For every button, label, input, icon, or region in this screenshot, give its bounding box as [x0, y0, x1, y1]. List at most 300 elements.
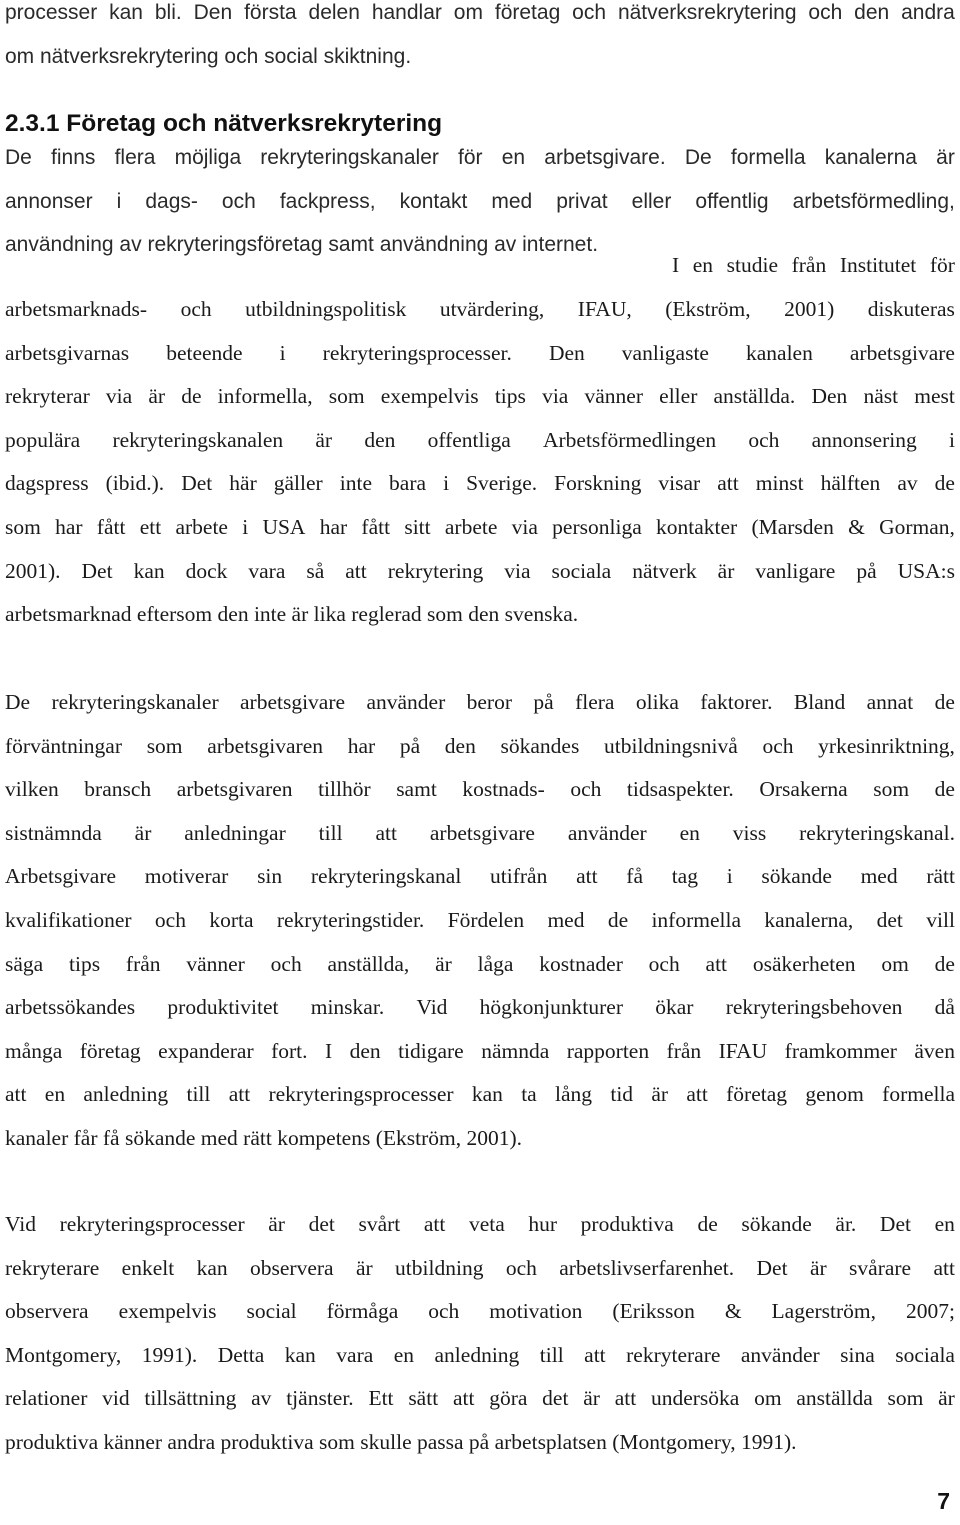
word: arbetsgivaren	[176, 777, 293, 802]
text-line: kanaler får få sökande med rätt kompetens (Ekström, 2001).	[5, 1125, 523, 1150]
word: rekryteringsbehoven	[725, 995, 903, 1020]
word: ökar	[655, 995, 694, 1020]
word: framkommer	[784, 1038, 897, 1063]
word: om	[881, 951, 909, 976]
word: anledningar	[184, 820, 286, 845]
word: arbetsmarknads-	[5, 297, 148, 321]
word: eller	[659, 384, 698, 409]
word: den	[349, 1038, 381, 1063]
word: fått	[361, 514, 391, 539]
word: högkonjunkturer	[479, 995, 623, 1020]
word: och	[428, 1299, 460, 1324]
word: delen	[308, 1, 360, 24]
word: det	[308, 1212, 335, 1236]
word: tips	[69, 951, 101, 976]
word: studie	[726, 253, 779, 277]
word: en	[934, 1212, 955, 1236]
word: USA	[262, 514, 306, 539]
word: exempelvis	[380, 384, 479, 409]
word: att	[423, 1212, 446, 1236]
word: den	[854, 1, 890, 24]
word: handlar	[371, 1, 442, 24]
word: tips	[494, 384, 526, 409]
text-line	[5, 768, 955, 812]
word: sitt	[404, 514, 431, 539]
word: Den	[811, 384, 848, 409]
word: rekryterare	[5, 1255, 100, 1280]
word: är	[809, 1255, 827, 1280]
word: rekryteringstider.	[276, 907, 425, 932]
word: av	[897, 471, 918, 496]
word: vanligare	[755, 558, 836, 583]
word: kan	[133, 558, 165, 583]
word: arbetsgivare	[240, 690, 346, 714]
word: undersöka	[650, 1386, 740, 1411]
word: I	[672, 253, 680, 277]
word: arbetslivserfarenhet.	[559, 1255, 735, 1280]
word: rekryteringskanal	[310, 864, 462, 889]
word: många	[5, 1038, 63, 1063]
word: att	[705, 951, 728, 976]
word: De	[5, 690, 31, 714]
word: rekryterare	[626, 1342, 721, 1367]
word: låga	[477, 951, 514, 976]
word: att	[5, 1082, 27, 1107]
word: som	[328, 384, 365, 409]
word: det	[542, 1386, 569, 1411]
word: via	[504, 558, 531, 583]
text-line	[5, 375, 955, 419]
word: är	[717, 558, 735, 583]
word: arbetsgivarnas	[5, 340, 130, 365]
word: gäller	[273, 471, 323, 496]
word: via	[542, 384, 569, 409]
text-line	[5, 1203, 955, 1247]
word: har	[319, 514, 348, 539]
word: Detta	[217, 1342, 265, 1367]
word: formella	[730, 146, 806, 169]
word: dock	[185, 558, 228, 583]
word: att	[345, 558, 367, 583]
word: i	[116, 189, 122, 213]
word: till	[318, 820, 343, 845]
word: observera	[5, 1299, 89, 1324]
word: sökande	[761, 864, 832, 889]
word: på	[399, 733, 421, 758]
word: från	[791, 253, 827, 277]
word: Vid	[5, 1212, 36, 1236]
word: nämnda	[481, 1038, 550, 1063]
word: som	[887, 1386, 924, 1411]
word: kan	[471, 1082, 503, 1107]
word: Forskning	[554, 471, 642, 496]
word: samt	[396, 777, 437, 802]
word: att	[228, 1082, 251, 1107]
word: och	[154, 907, 186, 932]
word: vilken	[5, 777, 59, 802]
word: Den	[548, 340, 585, 365]
word: och	[180, 297, 212, 321]
word: processer	[5, 1, 98, 24]
word: att	[375, 820, 397, 845]
word: olika	[635, 690, 679, 714]
word: arbete	[175, 514, 228, 539]
word: 2001)	[784, 297, 835, 321]
word: De	[684, 146, 712, 169]
word: IFAU	[718, 1038, 768, 1063]
word: 1991).	[141, 1342, 198, 1367]
word: om	[754, 1386, 782, 1411]
word: offentlig	[695, 189, 769, 213]
word: eller	[631, 189, 672, 213]
word: formella	[882, 1082, 955, 1107]
word: till	[186, 1082, 211, 1107]
paragraph-2	[5, 681, 955, 1161]
word: observera	[250, 1255, 334, 1280]
word: är	[134, 820, 152, 845]
word: mest	[914, 384, 955, 409]
word: tillsättning	[144, 1386, 237, 1411]
word: fackpress,	[279, 189, 376, 213]
word: sociala	[551, 558, 612, 583]
word: Det	[81, 558, 113, 583]
text-line	[5, 1290, 955, 1334]
word: på	[856, 558, 877, 583]
word: populära	[5, 427, 81, 452]
word: minskar.	[310, 995, 385, 1020]
word: Vid	[416, 995, 448, 1020]
word: är.	[835, 1212, 857, 1236]
word: (Marsden	[751, 514, 834, 539]
word: rekryteringskanal.	[799, 820, 955, 845]
word: tillhör	[318, 777, 371, 802]
word: personliga	[552, 514, 642, 539]
word: tag	[671, 864, 698, 889]
word: &	[848, 514, 865, 539]
word: från	[666, 1038, 702, 1063]
paragraph-3	[5, 1203, 955, 1465]
word: diskuteras	[867, 297, 955, 321]
word: rekryteringsprocesser	[268, 1082, 454, 1107]
word: med	[860, 864, 898, 889]
word: privat	[556, 189, 608, 213]
word: exempelvis	[118, 1299, 217, 1324]
word: utbildningsnivå	[604, 733, 738, 758]
text-line	[5, 943, 955, 987]
word: och	[748, 427, 780, 452]
word: dags-	[145, 189, 198, 213]
word: de	[934, 471, 955, 496]
word: inte	[339, 471, 372, 496]
word: är	[268, 1212, 285, 1236]
word: Bland	[793, 690, 846, 714]
word: till	[539, 1342, 564, 1367]
word: så	[306, 558, 325, 583]
word: bli.	[154, 1, 182, 24]
word: rekrytering	[387, 558, 484, 583]
word: ta	[521, 1082, 537, 1107]
word: tidigare	[398, 1038, 464, 1063]
word: svårare	[849, 1255, 912, 1280]
word: rekryterar	[5, 384, 90, 409]
word: (ibid.).	[105, 471, 165, 496]
word: 2007;	[906, 1299, 955, 1324]
word: anställda	[796, 1386, 873, 1411]
word: använder	[567, 820, 647, 845]
word: i	[279, 340, 286, 365]
word: Det	[756, 1255, 788, 1280]
word: IFAU,	[577, 297, 632, 321]
word: en	[501, 146, 526, 169]
word: sin	[257, 864, 283, 889]
word: är	[651, 1082, 669, 1107]
word: om	[453, 1, 483, 24]
word: sökandes	[500, 733, 580, 758]
text-line: användning av rekryteringsföretag samt användning av internet.	[5, 233, 599, 257]
word: här	[229, 471, 257, 496]
text-line	[5, 136, 955, 180]
word: de	[697, 1212, 718, 1236]
text-line	[5, 1377, 955, 1421]
word: kvalifikationer	[5, 907, 132, 932]
word: kan	[196, 1255, 228, 1280]
word: att	[584, 1342, 606, 1367]
text-line	[5, 462, 955, 506]
word: Montgomery,	[5, 1342, 122, 1367]
word: rapporten	[566, 1038, 650, 1063]
word: säga	[5, 951, 44, 976]
section-heading: 2.3.1 Företag och nätverksrekrytering	[5, 110, 443, 137]
word: de	[934, 690, 955, 714]
word: De	[5, 146, 32, 169]
word: rekryteringsprocesser	[59, 1212, 245, 1236]
word: hur	[528, 1212, 558, 1236]
word: företag	[726, 1082, 788, 1107]
word: de	[934, 777, 955, 802]
word: anledning	[83, 1082, 169, 1107]
word: är	[938, 1386, 955, 1411]
word: relationer	[5, 1386, 88, 1411]
word: &	[724, 1299, 742, 1324]
text-line: produktiva känner andra produktiva som skulle passa på arbetsplatsen (Montgomery, 1991).	[5, 1429, 797, 1454]
word: (Ekström,	[665, 297, 751, 321]
word: dagspress	[5, 471, 89, 496]
word: de	[607, 907, 629, 932]
word: med	[547, 907, 585, 932]
word: fort.	[271, 1038, 308, 1063]
word: beteende	[166, 340, 243, 365]
word: fått	[96, 514, 126, 539]
word: USA:s	[897, 558, 955, 583]
word: hälften	[820, 471, 881, 496]
word: för	[929, 253, 955, 277]
intro-paragraph	[5, 0, 955, 78]
word: och	[762, 733, 794, 758]
word: tid	[610, 1082, 634, 1107]
word: göra	[489, 1386, 528, 1411]
word: annat	[866, 690, 914, 714]
word: förmåga	[326, 1299, 399, 1324]
word: arbete	[444, 514, 498, 539]
word: bara	[389, 471, 427, 496]
word: kostnader	[539, 951, 623, 976]
word: motivation	[489, 1299, 583, 1324]
word: anställda,	[327, 951, 410, 976]
word: kostnads-	[462, 777, 545, 802]
word: att	[933, 1255, 955, 1280]
word: vid	[102, 1386, 130, 1411]
word: en	[679, 820, 700, 845]
text-line	[5, 0, 955, 35]
text-line: om nätverksrekrytering och social skiktning.	[5, 44, 412, 68]
text-line	[5, 1247, 955, 1291]
word: och	[808, 1, 843, 24]
text-line	[5, 812, 955, 856]
word: arbetsgivare	[429, 820, 535, 845]
word: yrkesinriktning,	[818, 733, 955, 758]
word: Det	[879, 1212, 911, 1236]
word: den	[444, 733, 476, 758]
text-line	[5, 288, 955, 332]
word: de	[181, 384, 202, 409]
word: arbetsgivaren	[207, 733, 324, 758]
word: viss	[732, 820, 767, 845]
word: finns	[51, 146, 96, 169]
word: få	[626, 864, 643, 889]
word: annonser	[5, 189, 93, 213]
word: bransch	[84, 777, 152, 802]
word: är	[148, 384, 166, 409]
word: vänner	[186, 951, 245, 976]
word: och	[572, 1, 607, 24]
word: Orsakerna	[759, 777, 848, 802]
word: att	[452, 1386, 475, 1411]
word: den	[364, 427, 396, 452]
word: nätverksrekrytering	[617, 1, 797, 24]
word: kan	[284, 1342, 316, 1367]
word: 2001).	[5, 558, 61, 583]
word: sina	[840, 1342, 875, 1367]
word: är	[315, 427, 333, 452]
word: annonsering	[811, 427, 917, 452]
word: och	[270, 951, 302, 976]
text-line	[5, 332, 955, 376]
word: för	[458, 146, 483, 169]
word: och	[221, 189, 256, 213]
word: utbildning	[395, 1255, 484, 1280]
word: som	[873, 777, 910, 802]
word: att	[576, 864, 598, 889]
word: har	[55, 514, 83, 539]
paragraph-1-serif	[5, 288, 955, 637]
word: offentliga	[427, 427, 511, 452]
word: från	[125, 951, 161, 976]
word: med	[491, 189, 533, 213]
word: Fördelen	[447, 907, 525, 932]
word: veta	[468, 1212, 505, 1236]
word: möjliga	[174, 146, 242, 169]
word: att	[686, 1082, 708, 1107]
word: förväntningar	[5, 733, 123, 758]
word: på	[533, 690, 554, 714]
word: en	[44, 1082, 66, 1107]
paragraph-1-continuation-start	[672, 244, 955, 288]
word: lång	[555, 1082, 593, 1107]
word: är	[355, 1255, 373, 1280]
word: motiverar	[144, 864, 229, 889]
word: rekryteringsprocesser.	[322, 340, 512, 365]
word: arbetsgivare.	[544, 146, 666, 169]
word: har	[347, 733, 376, 758]
word: Lagerström,	[771, 1299, 877, 1324]
word: kontakter	[655, 514, 738, 539]
word: andra	[901, 1, 955, 24]
text-line	[5, 506, 955, 550]
word: av	[251, 1386, 272, 1411]
word: nätverk	[632, 558, 697, 583]
word: i	[242, 514, 249, 539]
word: anställda.	[713, 384, 796, 409]
word: Institutet	[839, 253, 917, 277]
word: Det	[181, 471, 213, 496]
word: arbetssökandes	[5, 995, 136, 1020]
word: flera	[575, 690, 615, 714]
word: flera	[114, 146, 156, 169]
word: tjänster.	[286, 1386, 354, 1411]
word: näst	[863, 384, 899, 409]
word: arbetsgivare	[849, 340, 955, 365]
page-number: 7	[937, 1488, 950, 1514]
word: kan	[109, 1, 143, 24]
word: rekryteringskanalen	[112, 427, 284, 452]
word: sociala	[895, 1342, 955, 1367]
text-line	[5, 180, 955, 224]
text-line: arbetsmarknad eftersom den inte är lika reglerad som den svenska.	[5, 602, 579, 627]
word: är	[435, 951, 452, 976]
word: de	[934, 951, 955, 976]
text-line	[5, 986, 955, 1030]
word: ett	[139, 514, 162, 539]
word: rätt	[926, 864, 955, 889]
word: produktiva	[580, 1212, 674, 1236]
text-line	[5, 899, 955, 943]
word: korta	[209, 907, 254, 932]
word: att	[614, 1386, 637, 1411]
text-line	[5, 1334, 955, 1378]
word: en	[393, 1342, 415, 1367]
word: en	[692, 253, 714, 277]
word: vill	[926, 907, 955, 932]
word: svårt	[358, 1212, 401, 1236]
word: Ett	[368, 1386, 394, 1411]
word: informella,	[217, 384, 313, 409]
word: och	[505, 1255, 537, 1280]
word: vanligaste	[621, 340, 709, 365]
word: beror	[466, 690, 513, 714]
word: social	[246, 1299, 297, 1324]
text-line	[5, 681, 955, 725]
word: kanalen	[746, 340, 813, 365]
word: Gorman,	[879, 514, 955, 539]
word: sökande	[741, 1212, 812, 1236]
word: rekryteringskanaler	[260, 146, 439, 169]
text-line	[5, 855, 955, 899]
word: använder	[740, 1342, 820, 1367]
word: genom	[805, 1082, 864, 1107]
word: (Eriksson	[612, 1299, 695, 1324]
word: Arbetsförmedlingen	[542, 427, 717, 452]
word: och	[648, 951, 680, 976]
